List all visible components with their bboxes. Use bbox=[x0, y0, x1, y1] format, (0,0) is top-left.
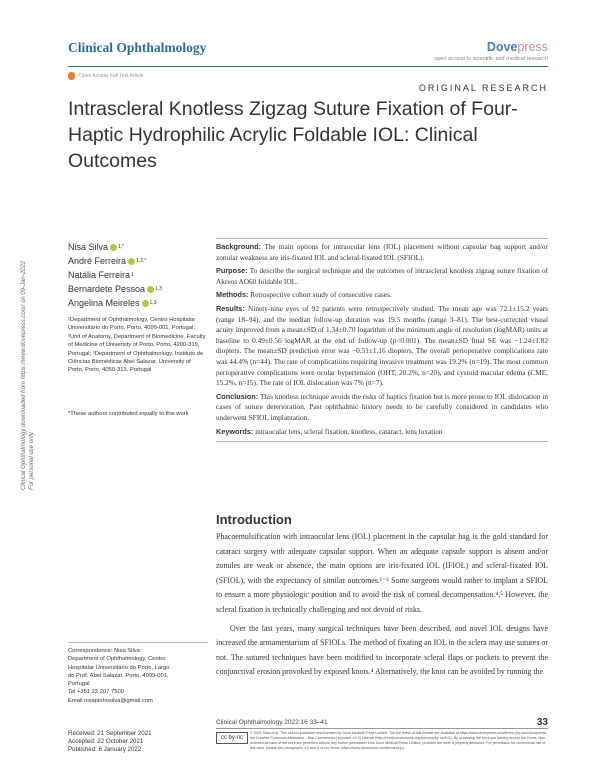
abstract-keywords bbox=[216, 427, 548, 438]
corr-email[interactable]: Email nisapinhosilva@gmail.com bbox=[68, 697, 153, 704]
author-item bbox=[68, 268, 208, 282]
author-name: André Ferreira bbox=[68, 256, 127, 266]
publisher-accent: press bbox=[517, 40, 548, 54]
author-affil: 1,3 bbox=[155, 286, 163, 292]
publisher-tagline: open access to scientific and medical research bbox=[434, 56, 548, 62]
abstract-text: To describe the surgical technique and the outcomes of intrascleral knotless zigzag suture fixation of Akreos AO60 foldable IOL. bbox=[216, 266, 548, 286]
abstract-label: Keywords: bbox=[216, 426, 254, 436]
author-affil: 1,* bbox=[118, 244, 125, 250]
introduction-heading: Introduction bbox=[216, 512, 292, 527]
abstract-label: Conclusion: bbox=[216, 391, 259, 401]
abstract-top-rule bbox=[216, 238, 548, 239]
abstract-purpose bbox=[216, 266, 548, 287]
side-note-line1: Clinical Ophthalmology downloaded from https://www.dovepress.com/ on 09-Jan-2022 bbox=[21, 260, 27, 490]
footer-citation: Clinical Ophthalmology 2022:16 33–41 bbox=[216, 719, 328, 726]
article-type: ORIGINAL RESEARCH bbox=[418, 83, 548, 93]
abstract-methods bbox=[216, 290, 548, 301]
abstract-text: Ninety-nine eyes of 92 patients were retrospectively studied. The mean age was 72.1±15.2 years (range 18–94), and the median follow-up duration was 19.5 months (range 3–81). The best-corrected visual acuity improved from a mean±SD of 1.34±0.70 logarithm of the minimum angle of resolution (logMAR) units at baseline to 0.49±0.56 logMAR at the end of follow-up (p<0.001). The mean±SD final SE was −1.24±1.82 diopters. The mean±SD prediction error was −0.51±1.16 diopters. The overall perioperative complications rate was 44.4% (n=44). The rate of complications requiring invasive treatment was 19.2% (n=19). The most common perioperative complications were ocular hypertension (OHT, 20.2%, n=20), and cystoid macular edema (CME, 15.2%, n=15). The rate of IOL dislocation was 7% (n=7). bbox=[216, 303, 548, 388]
orcid-icon[interactable] bbox=[147, 286, 154, 293]
abstract bbox=[216, 238, 548, 483]
author-item bbox=[68, 240, 208, 254]
contribution-note: *These authors contributed equally to this work bbox=[68, 411, 189, 417]
article-title: Intrascleral Knotless Zigzag Suture Fixation of Four-Haptic Hydrophilic Acrylic Foldable IOL: Clinical Outcomes bbox=[68, 98, 518, 172]
author-name: Natália Ferreira bbox=[68, 270, 131, 280]
corr-line: do Prof. Abel Salazar, Porto, 4099-001, bbox=[68, 672, 169, 679]
journal-name: Clinical Ophthalmology bbox=[68, 40, 207, 55]
corr-line: Tel +351 22 207 7500 bbox=[68, 689, 124, 696]
abstract-text: intraocular lens, scleral fixation, knotless, cataract, lens luxation bbox=[255, 426, 443, 436]
introduction-body bbox=[216, 530, 548, 680]
published-date: Published: 6 January 2022 bbox=[68, 746, 142, 754]
author-item bbox=[68, 254, 208, 268]
abstract-text: This knotless technique avoids the risks of haptics fixation but is more prone to IOL dislocation in cases of suture deterioration. Past ophthalmic history needs to be carefully considered in candidates who underwent SFIOL implantation. bbox=[216, 391, 548, 422]
author-item bbox=[68, 282, 208, 296]
affiliations: ¹Department of Ophthalmology, Centro Hospitalar Universitário do Porto, Porto, 4099-001, Portugal; ²Unit of Anatomy, Department of Biomedicine, Faculty of Medicine of University of Porto, Porto, 4200-319, Portugal; ³Department of Ophthalmology, Instituto de Ciências Biomédicas Abel Salazar, University of Porto, Porto, 4050-313, Portugal bbox=[68, 317, 206, 374]
abstract-label: Methods: bbox=[216, 290, 249, 300]
correspondence-rule bbox=[68, 642, 208, 643]
cc-license-badge[interactable]: cc by-nc bbox=[216, 732, 248, 744]
corr-line: Department of Ophthalmology, Centro bbox=[68, 656, 166, 663]
abstract-text: Retrospective cohort study of consecutive cases. bbox=[250, 290, 392, 300]
orcid-icon[interactable] bbox=[110, 244, 117, 251]
side-note-line2: For personal use only. bbox=[29, 431, 35, 490]
received-date: Received: 21 September 2021 bbox=[68, 730, 152, 737]
publisher-main: Dove bbox=[486, 40, 518, 54]
abstract-bottom-rule bbox=[216, 441, 548, 442]
open-access-lock-icon bbox=[68, 72, 75, 80]
author-name: Bernardete Pessoa bbox=[68, 284, 146, 294]
author-item bbox=[68, 296, 208, 310]
corr-line: Hospitalar Universitário do Porto, Largo bbox=[68, 664, 170, 671]
correspondence bbox=[68, 647, 208, 705]
abstract-results bbox=[216, 304, 548, 389]
open-access-badge bbox=[68, 72, 143, 80]
author-affil: 1 bbox=[131, 272, 134, 278]
author-affil: 1,3 bbox=[149, 300, 157, 306]
corr-line: Portugal bbox=[68, 681, 90, 688]
orcid-icon[interactable] bbox=[128, 258, 135, 265]
abstract-conclusion bbox=[216, 392, 548, 424]
open-access-label: Open Access Full Text Article bbox=[79, 73, 144, 79]
author-affil: 1,2,* bbox=[136, 258, 147, 264]
intro-paragraph: Over the last years, many surgical techniques have been described, and novel IOL designs have increased the armamentarium of SFIOLs. The method of fixating an IOL in the sclera may use sutures or not. The sutured techniques have been modified to incorporate scleral flaps or pockets to prevent the conjunctival erosion provoked by exposed knots.⁴ Alternatively, the knot can be avoided by running the bbox=[216, 623, 548, 677]
intro-paragraph: Phacoemulsification with intraocular lens (IOL) placement in the capsular bag is the gold standard for cataract surgery with adequate capsular support. When an adequate capsule support is absent and/or zonules are weak or absence, the main options are iris-fixated IOL (IFIOL) and scleral-fixated IOL (SFIOL), with the expectancy of similar outcomes.¹⁻³ Some surgeons would rather to implant a SFIOL to ensure a more physiologic position and to avoid the risk of corneal decompensation.⁴,⁵ However, the scleral fixation is technically challenging and not devoid of risks. bbox=[216, 532, 548, 614]
abstract-label: Purpose: bbox=[216, 266, 248, 276]
author-list bbox=[68, 240, 208, 310]
header-rule bbox=[68, 66, 548, 67]
author-name: Angelina Meireles bbox=[68, 298, 140, 308]
page-number: 33 bbox=[536, 717, 548, 728]
license-text: © 2022 Silva et al. This work is published and licensed by Dove Medical Press Limited. The full terms of this license are available at https://www.dovepress.com/terms.php and incorporate the Creative Commons Attribution – Non Commercial (unported, v3.0) License (http://creativecommons.org/licenses/by-nc/3.0/). By accessing the work you hereby accept the Terms. Non-commercial uses of the work are permitted without any further permission from Dove Medical Press Limited, provided the work is properly attributed. For permission for commercial use of this work, please see paragraphs 4.2 and 5 of our Terms (https://www.dovepress.com/terms.php). bbox=[250, 731, 547, 750]
publication-dates bbox=[68, 730, 208, 755]
corr-line: Correspondence: Nisa Silva bbox=[68, 648, 140, 654]
author-name: Nisa Silva bbox=[68, 242, 109, 252]
abstract-background bbox=[216, 242, 548, 263]
accepted-date: Accepted: 22 October 2021 bbox=[68, 738, 144, 746]
abstract-label: Results: bbox=[216, 303, 245, 313]
orcid-icon[interactable] bbox=[142, 300, 149, 307]
footer-rule bbox=[216, 728, 548, 729]
abstract-label: Background: bbox=[216, 242, 261, 251]
publisher-logo[interactable] bbox=[487, 40, 548, 54]
abstract-text: The main options for intraocular lens (IOL) placement without capsular bag support and/or zonular weakness are iris-fixated IOL and scleral-fixated IOL (SFIOL). bbox=[216, 242, 548, 262]
download-side-note bbox=[20, 190, 60, 490]
